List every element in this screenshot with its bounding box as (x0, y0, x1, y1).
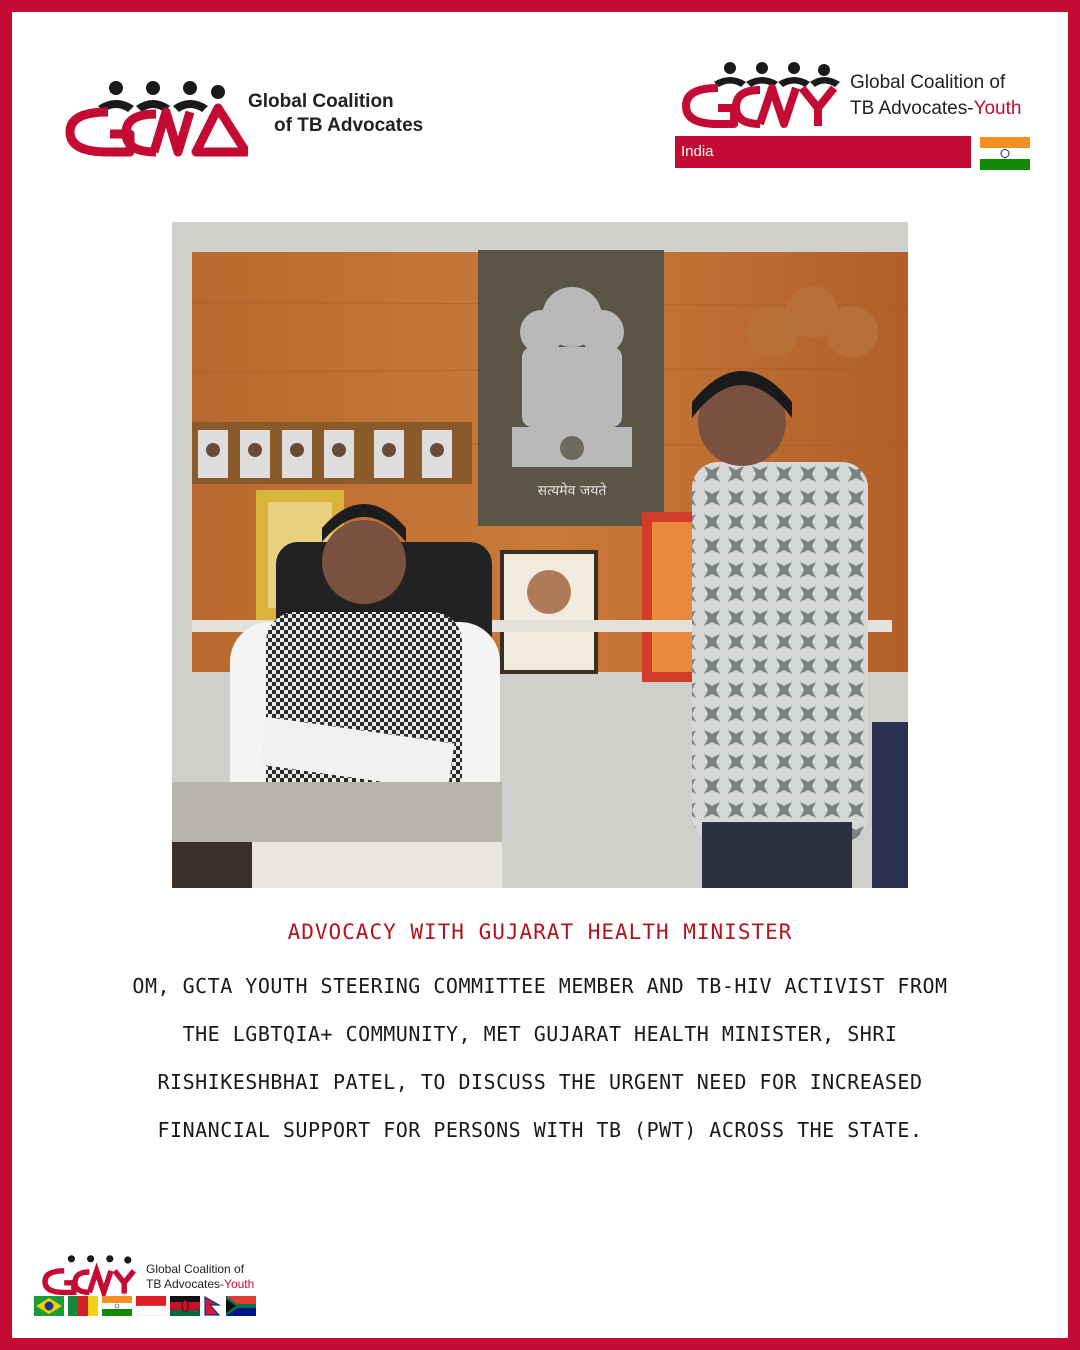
footer-logo-line2a: TB Advocates- (146, 1277, 225, 1291)
brazil-flag-icon (34, 1296, 64, 1316)
gcta-logo (58, 78, 438, 158)
gcta-youth-line1: Global Coalition of (850, 72, 1006, 93)
body-text: OM, GCTA YOUTH STEERING COMMITTEE MEMBER AND TB-HIV ACTIVIST FROM THE LGBTQIA+ COMMUNITY, MET GUJARAT HEALTH MINISTER, SHRI RISHIKESHBHAI PATEL, TO DISCUSS THE URGENT NEED FOR INCREASED FINANCIAL SUPPORT FOR PERSONS WITH TB (PWT) ACROSS THE STATE. (132, 974, 948, 1142)
south-africa-flag-icon (226, 1296, 256, 1316)
footer-logo-line1: Global Coalition of (146, 1262, 245, 1276)
gcta-logo-line2: of TB Advocates (274, 115, 424, 136)
footer-logo-line2b: Youth (224, 1277, 255, 1291)
gcta-youth-logo-mark (672, 60, 850, 130)
cameroon-flag-icon (68, 1296, 98, 1316)
gcta-youth-line2a: TB Advocates- (850, 98, 974, 119)
gcta-youth-logo-text (850, 70, 1021, 122)
headline: ADVOCACY WITH GUJARAT HEALTH MINISTER (287, 920, 793, 944)
indonesia-flag-icon (136, 1296, 166, 1316)
gcta-logo-line1: Global Coalition (248, 91, 394, 112)
footer-logo-text (146, 1262, 254, 1292)
country-label: India (675, 136, 971, 168)
gcta-youth-footer-logo (34, 1254, 274, 1324)
gcta-logo-text (248, 90, 423, 138)
gcta-youth-line2b: Youth (973, 98, 1022, 119)
country-flags (34, 1296, 256, 1316)
gcta-youth-footer-mark (34, 1254, 146, 1296)
india-flag-icon (102, 1296, 132, 1316)
meeting-photo (172, 222, 908, 888)
gcta-youth-logo (672, 60, 1042, 175)
nepal-flag-icon (204, 1296, 222, 1316)
india-flag-icon (980, 137, 1030, 170)
poster-frame (12, 12, 1068, 1338)
gcta-logo-mark (58, 78, 248, 158)
kenya-flag-icon (170, 1296, 200, 1316)
emblem-motto: सत्यमेव जयते (537, 483, 607, 499)
